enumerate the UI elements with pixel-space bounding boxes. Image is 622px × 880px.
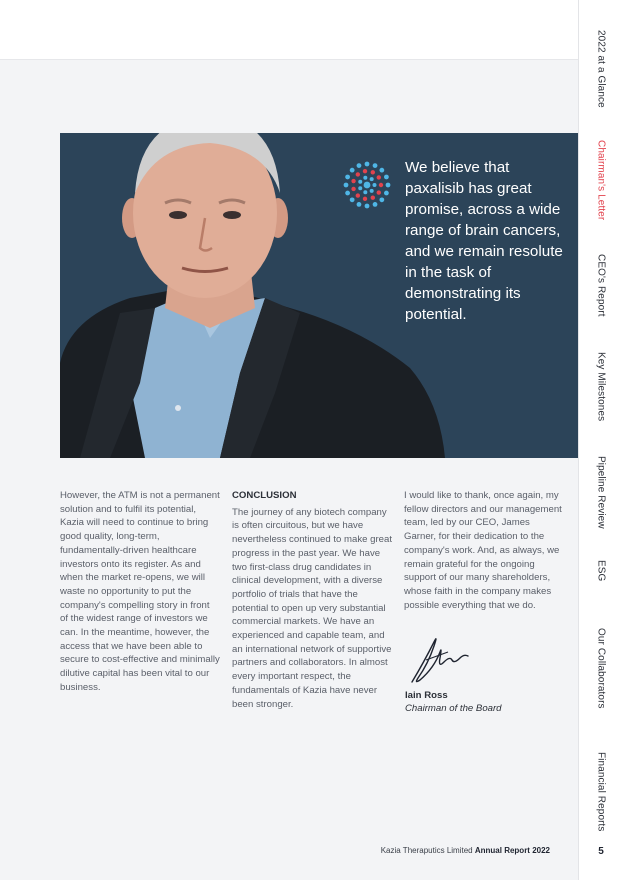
section-sidebar — [578, 0, 622, 880]
body-column-3 — [404, 489, 564, 612]
dotted-circle-icon — [342, 160, 392, 210]
column-2-text: The journey of any biotech company is often circuitous, but we have nevertheless continued to make great progress in the past year. We have two first-class drug candidates in clinical development, with a diverse portfolio of trials that have the potential to open up very substantial commercial markets. We have an experienced and capable team, and an international network of supportive partners and collaborators. In almost every important respect, the fundamentals of Kazia have never been stronger. — [232, 506, 392, 710]
signer-name: Iain Ross — [405, 690, 448, 701]
top-band — [0, 0, 578, 60]
nav-item-financial-reports[interactable]: Financial Reports — [595, 752, 607, 832]
footer-report: Annual Report 2022 — [474, 846, 550, 855]
conclusion-heading: CONCLUSION — [232, 490, 297, 501]
nav-item-our-collaborators[interactable]: Our Collaborators — [595, 628, 607, 709]
chairman-portrait — [60, 133, 460, 458]
nav-item-ceos-report[interactable]: CEO's Report — [595, 254, 607, 317]
hero-banner — [60, 133, 578, 458]
nav-item-pipeline-review[interactable]: Pipeline Review — [595, 456, 607, 529]
nav-item-2022-at-a-glance[interactable]: 2022 at a Glance — [595, 30, 607, 108]
nav-item-esg[interactable]: ESG — [595, 560, 607, 582]
page-number: 5 — [598, 846, 604, 857]
column-3-text: I would like to thank, once again, my fellow directors and our management team, led by our CEO, James Garner, for their dedication to the company's work. And, as always, we remain grateful for the ongoing support of our many shareholders, whose faith in the company makes possible everything that we do. — [404, 490, 562, 611]
nav-item-key-milestones[interactable]: Key Milestones — [595, 352, 607, 422]
nav-item-chairmans-letter[interactable]: Chairman's Letter — [595, 140, 607, 221]
page-footer — [320, 846, 550, 855]
body-column-2 — [232, 489, 392, 711]
body-column-1 — [60, 489, 220, 695]
footer-company: Kazia Theraputics Limited — [380, 846, 473, 855]
signer-title: Chairman of the Board — [405, 703, 502, 714]
pull-quote: We believe that paxalisib has great promise, across a wide range of brain cancers, and we remain resolute in the task of demonstrating its potential. — [405, 159, 563, 323]
column-1-text: However, the ATM is not a permanent solution and to fulfil its potential, Kazia will need to continue to bring good quality, long-term, fundamentally-driven healthcare investors onto its register. As and when the market re-opens, we will waste no opportunity to put the company's compelling story in front of the widest range of investors we can. In the meantime, however, the access that we have been able to secure to cost-effective and minimally dilutive capital has been vital to our business. — [60, 490, 220, 693]
signature — [404, 632, 474, 688]
